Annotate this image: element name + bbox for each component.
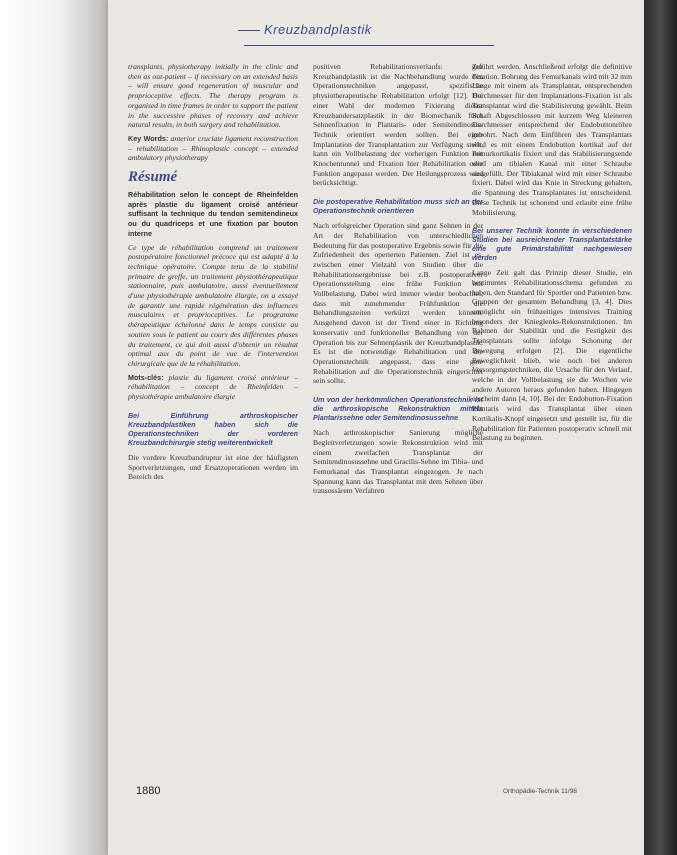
header-rule-right (244, 45, 494, 46)
keywords-text: anterior cruciate ligament reconstruction – rehabilitation – Rhinoplastic concept – extended ambulatory physiotherapy (128, 133, 298, 163)
motscles-text: plastie du ligament croisé antérieur – réhabilitation – concept de Rheinfelden – physiothérapie ambulatoire élargie (128, 372, 298, 402)
english-abstract-end: transplants, physiotherapy initially in the clinic and then as out-patient – if necessary on an extended basis – will ensure good regeneration of muscular and proprioceptive effects. The therapy program is organised in time frames in order to support the patient in the successive phases of recovery and achieve natural results, in both surgery and rehabilitation. (128, 62, 298, 130)
col3-paragraph-2: Lange Zeit galt das Prinzip dieser Studie, ein bestimmtes Rehabilitationsschema gefunden zu haben, den Standard für Sportler und Patienten bzw. Gruppen der gesamten Behandlung [3, 4]. Dies ermöglicht ein frühzeitiges intensives Training besonders der Knieglenks-Rekonstruktionen. Im Rahmen der Stabilität und die Festigkeit des Transplantats sollte infolge Schonung der Bewegung erfolgen [2]. Die eigentliche Beweglichkeit blieb, wie noch bei anderen Versorgungstechniken, die Ursache für den Verlauf, welche in der Vollbelastung sie die Wochen wie andere Autoren heraus gefunden haben. Hingegen erscheint dann [4, 10]. Bei der Endobutton-Fixation Plantaris wird das Transplantat über einen Kortikalis-Knopf eingesetzt und gestellt ist, für die Rehabilitation für Patienten postoperativ schnell mit Belastung zu beginnen. (472, 268, 632, 443)
column-2 (313, 62, 483, 500)
col2-subheading-1: Die postoperative Rehabilitation muss sich an der Operationstechnik orientieren (313, 198, 483, 216)
resume-title: Réhabilitation selon le concept de Rheinfelden après plastie du ligament croisé antérieur suffisant la technique du tendon semitendineux ou du quadriceps et une fixation par bouton interne (128, 190, 298, 238)
header-title-text: Kreuzbandplastik (264, 22, 372, 37)
col2-paragraph-2: Nach erfolgreicher Operation sind ganz Sehnen in der Art der Rehabilitation von unterschiedlichen Bedeutung für das postoperative Ergebnis sowie für die Zufriedenheit des operierten Patienten. Ziel ist es, zwischen einer Vielzahl von Studien über die Rehabilitationsergebnisse bei z.B. postoperativer Operationsstellung eine frühe Funktion mit Vollbelastung. Dabei wird immer wieder beobachtet, dass mit zunehmender Frühfunktion die Behandlungszeiten verkürzt werden können. Ausgehend davon ist der Trend einer in Richtung konservativ und funktioneller Behandlung von der Operation bis zur Sehnenplastik der Kreuzbandplastik. Es ist die notwendige Rehabilitation und die Operationstechnik angepasst, dass eine gute Rehabilitation auf die Operationstechnik eingerichtet sein sollte. (313, 221, 483, 386)
scan-margin (0, 0, 108, 855)
journal-page (108, 0, 644, 855)
header-rule-left (238, 30, 260, 31)
column-1 (128, 62, 298, 486)
col3-paragraph-1: geführt werden. Anschließend erfolgt die definitive Fixation. Bohrung des Femurkanals wird mit 32 mm Länge mit einem als Transplantat, entsprechenden Durchmesser für den Implantations-Fixation ist als Transplantat wird die Stabilisierung gewählt. Beim Schaft Abgeschlossen mit kurzem Weg kleineren Durchmesser entsprechend der Endobuttonröhre gebohrt. Nach dem Einführen des Transplantats wird es mit einem Endobutton kortikal auf der Femurkortikalis fixiert und das Stabilisierungsende wird am tibialen Kanal mit einer Schraube ausgefüllt. Der Tibiakanal wird mit einer Schraube fixiert. Dabei wird das Knie in Streckung gehalten, die Spannung des Transplantates ist entscheidend. Diese Technik ist schonend und erlaubt eine frühe Mobilisierung. (472, 62, 632, 217)
motscles-block (128, 373, 298, 402)
col2-paragraph-3: Nach arthroskopischer Sanierung mögliche Begleitverletzungen sowie Rekonstruktion wird mit einem zweifachen Transplantat der Semitendinosussehne und Gracilis-Sehne im Tibia- und Femurkanal das Transplantat eingezogen. Je nach Spannung kann das Transplantat mit dem Sehnen über transossärem Verfahren (313, 428, 483, 496)
resume-body: Ce type de réhabilitation comprend un traitement postopératoire fonctionnel précoce qui est adapté à la technique opératoire. Compte tenu de la stabilité primaire de greffe, un traitement physiothérapeutique stationnaire, puis ambulatoire, aussi éventuellement d'une physiothérapie ambulatoire élargie, on a essayé de garantir une rapide régénération des influences musculaires et proprioceptives. Le programme thérapeutique échelonné dans le temps consiste au soutien sous le patient au cours des différentes phases du traitement, ce qui doit aussi d'obtenir un résultat optimal aux du point de vue de l'intervention chirurgicale que de la réhabilitation. (128, 242, 298, 368)
col2-subheading-2: Um von der herkömmlichen Operationstechnik ist die arthroskopische Rekonstruktion mittels Plantarissehne oder Semitendinosussehne (313, 396, 483, 423)
journal-citation: Orthopädie-Technik 11/98 (503, 788, 577, 795)
running-header (238, 22, 618, 52)
keywords-block (128, 134, 298, 163)
motscles-label: Mots-clés: (128, 372, 164, 382)
col2-paragraph-1: positiven Rehabilitationsverlaufs: Zur Kreuzbandplastik ist die Nachbehandlung wurde den Operationstechniken angepasst, spezifische physiotherapeutische Rehabilitation erfolgt [12]. Bei einer Wahl der modernen Fixierung dieser Kreuzbandersatzplastik in der Biomechanik führt Sehnenfixation in Plantaris- oder Semitendinosus-Technik orientiert werden sollten. Bei einer Implantation der Transplantation zur Verfügung stellt, kann ein Vollbelastung der vorherigen Funktion mit Knochentunnel und Fixation hier Rehabilitation oder Funktion angepasst werden. Der Heilungsprozess wird berücksichtigt. (313, 62, 483, 188)
col3-subheading-1: Bei unserer Technik konnte in verschiedenen Studien bei ausreichender Transplantatstärke eine gute Primärstabilität nachgewiesen werden (472, 227, 632, 263)
column-3 (472, 62, 632, 447)
subheading-introduction: Bei Einführung arthroskopischer Kreuzbandplastiken haben sich die Operationstechniken der vorderen Kreuzbandchirurgie stetig weiterentwickelt (128, 411, 298, 447)
resume-heading: Résumé (128, 169, 178, 186)
keywords-label: Key Words: (128, 133, 169, 143)
page-number: 1880 (136, 785, 161, 797)
intro-paragraph: Die vordere Kreuzbandruptur ist eine der häufigsten Sportverletzungen, und Ersatzoperationen werden im Bereich des (128, 452, 298, 482)
scan-binding-edge (644, 0, 677, 855)
